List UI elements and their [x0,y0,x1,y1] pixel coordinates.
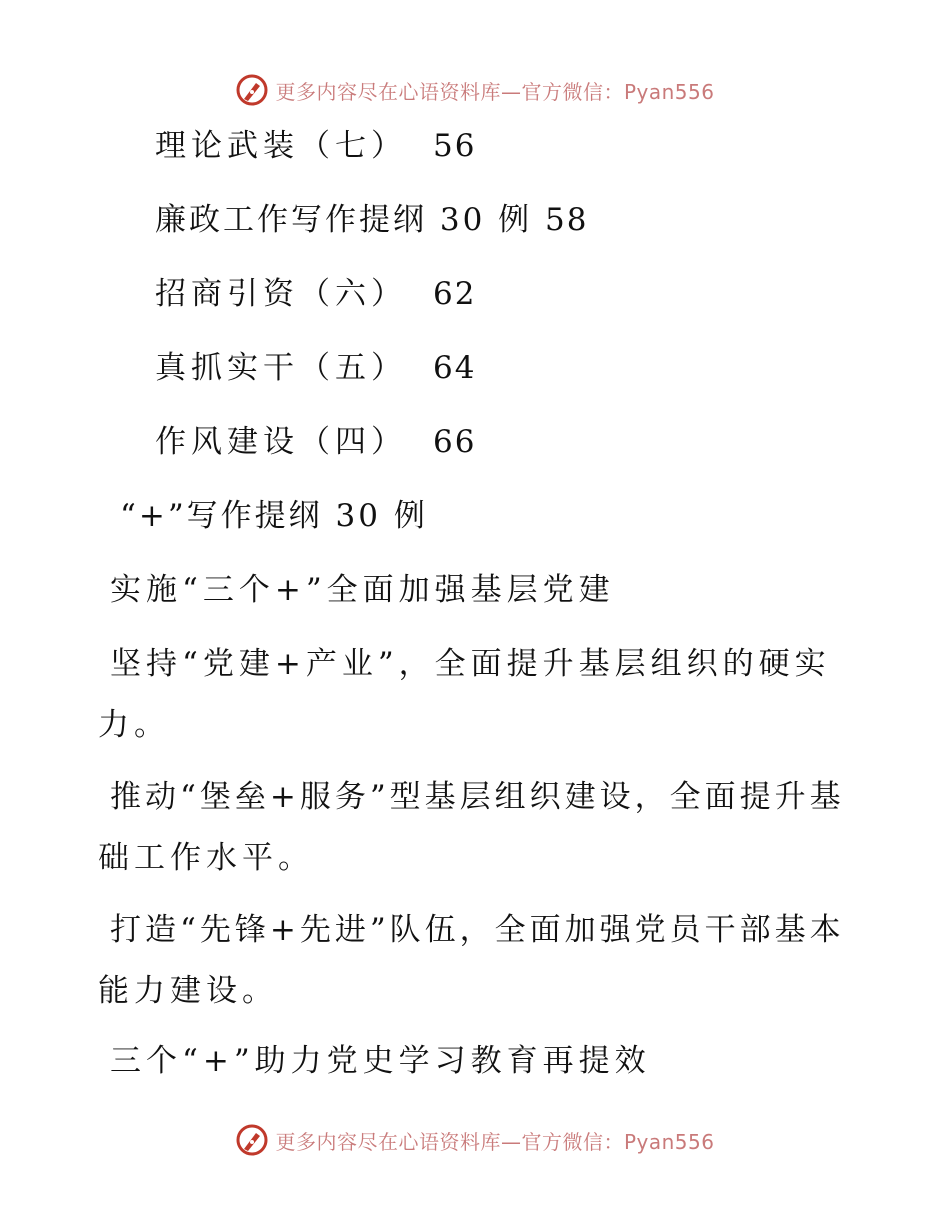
toc-entry-title: 招商引资（六） [155,276,407,312]
watermark-text: 更多内容尽在心语资料库—官方微信：Pyan556 [275,1129,715,1154]
paragraph-title: 实施“三个+”全面加强基层党建 [110,572,615,608]
toc-entry-page: 58 [545,202,589,238]
toc-entry-page: 66 [433,424,477,460]
pen-nib-logo-icon [235,73,269,107]
paragraph-line: 推动“堡垒+服务”型基层组织建设，全面提升基 [110,779,845,815]
paragraph-line: 能力建设。 [98,973,278,1009]
paragraph-title: 三个“+”助力党史学习教育再提效 [110,1043,651,1079]
header-watermark [0,68,950,112]
pen-nib-logo-icon [235,1123,269,1157]
toc-entry-page: 64 [433,350,477,386]
footer-watermark [0,1118,950,1162]
paragraph-line: 坚持“党建+产业”，全面提升基层组织的硬实 [110,646,831,682]
toc-entry-title: 真抓实干（五） [155,350,407,386]
paragraph-line: 打造“先锋+先进”队伍，全面加强党员干部基本 [110,912,845,948]
paragraph-line: 础工作水平。 [98,840,314,876]
toc-entry-title: 理论武装（七） [155,128,407,164]
toc-entry-page: 62 [433,276,477,312]
watermark-text: 更多内容尽在心语资料库—官方微信：Pyan556 [275,79,715,104]
toc-entry-title: 廉政工作写作提纲 30 例 [155,202,533,238]
paragraph-line: 力。 [98,707,170,743]
section-heading: “+”写作提纲 30 例 [120,498,428,534]
toc-entry-title: 作风建设（四） [155,424,407,460]
toc-entry-page: 56 [433,128,477,164]
